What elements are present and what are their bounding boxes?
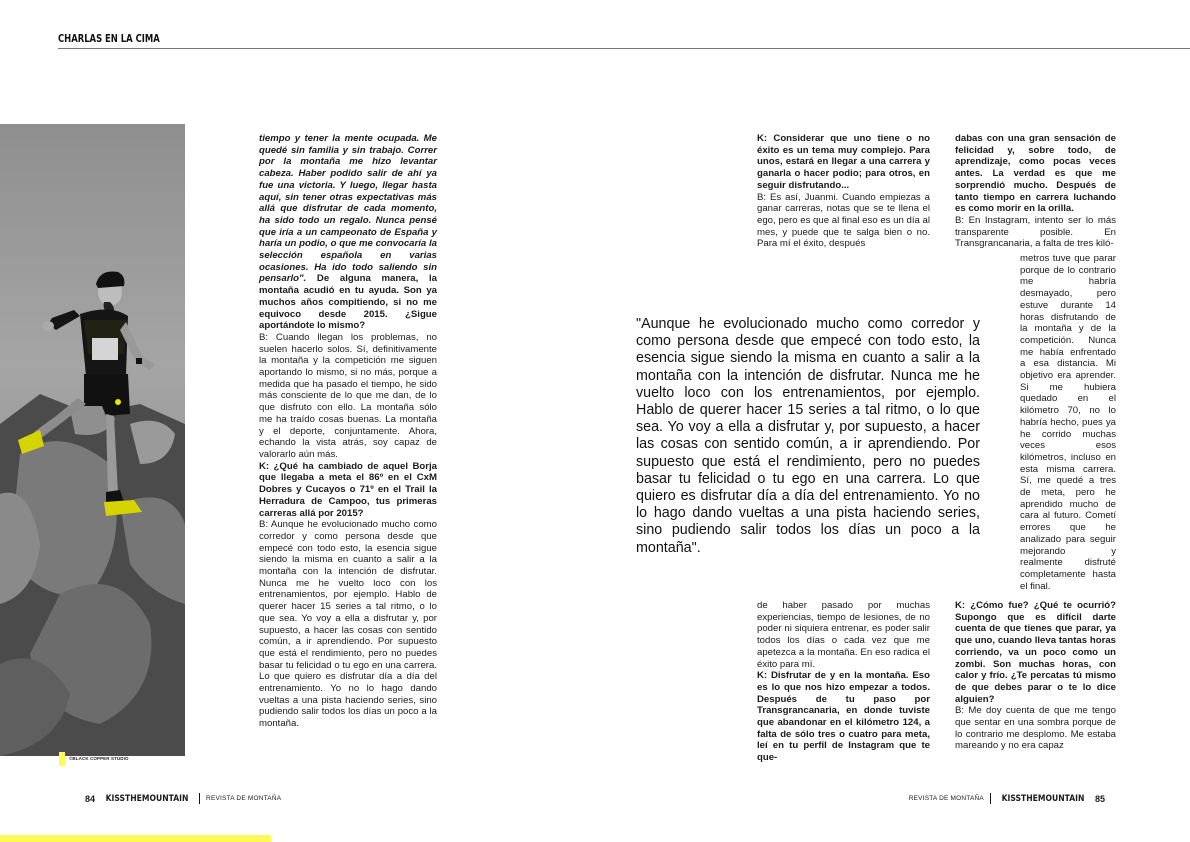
page-number-right: 85 xyxy=(1094,793,1105,804)
answer-4-cont: metros tuve que parar porque de lo contrario me habría desmayado, pero estuve durante 14 horas disfrutando de la montaña y de la competición. Nunca me había enfrentado a esa distancia. Mi objetivo era aprender. Si me hubiera quedado en el kilómetro 70, no lo habría hecho, pues ya he corrido muchas veces esos kilómetros, incluso en esta misma carrera. Sí, me quedé a tres de meta, pero he aprendido mucho de cara al futuro. Cometí errores que he analizado para seguir mejorando y realmente disfruté completamente hasta el final. xyxy=(1020,253,1116,592)
answer-3-cont: de haber pasado por muchas experiencias, tiempo de lesiones, de no poder ni siquiera entrenar, es poder salir todos los días o cada vez que me apetezca a la montaña. En eso radica el éxito para mí. xyxy=(757,600,930,670)
section-title: CHARLAS EN LA CIMA xyxy=(58,32,160,45)
footer-divider xyxy=(199,793,200,804)
question-3: K: Considerar que uno tiene o no éxito es un tema muy complejo. Para unos, estará en llegar a una carrera y ganarla o hacer podio; para otros, en seguir disfrutando... xyxy=(757,133,930,191)
column-3 xyxy=(955,133,1116,250)
footer-divider xyxy=(990,793,991,804)
magazine-name: REVISTA DE MONTAÑA xyxy=(206,795,282,802)
column-2 xyxy=(757,133,930,250)
magazine-name: REVISTA DE MONTAÑA xyxy=(908,795,984,802)
question-2: K: ¿Qué ha cambiado de aquel Borja que llegaba a meta el 86º en el CxM Dobres y Cucayos o 71º en el Trail la Herradura de Campoo, tus primeras carreras allá por 2015? xyxy=(259,460,437,519)
page-number-left: 84 xyxy=(85,793,96,804)
column-5 xyxy=(955,600,1116,752)
credit-accent xyxy=(59,752,65,766)
brand-name: KISSTHEMOUNTAIN xyxy=(1001,793,1085,804)
answer-2: B: Aunque he evolucionado mucho como corredor y como persona desde que empecé con todo esto, la esencia sigue siendo la misma en cuanto a salir a la montaña con la intención de disfrutar. Nunca me he vuelto loco con los entrenamientos, por ejemplo. Hablo de querer hacer 15 series a tal ritmo, o lo que sea. Yo voy a ella a disfrutar y, por supuesto, a hacer las cosas con sentido común, a ir aprendiendo. Por supuesto que está el rendimiento, pero no puedes basar tu felicidad o tu ego en una carrera. Lo que quiero es disfrutar día a día del entrenamiento. Yo no lo hago dando vueltas a una pista haciendo series, sino pudiendo salir todos los días un poco a la montaña. xyxy=(259,519,437,730)
question-1: De alguna manera, la montaña acudió en tu ayuda. Son ya muchos años compitiendo, si no me equivoco desde 2015. ¿Sigue aportándote lo mismo? xyxy=(259,273,437,332)
column-1 xyxy=(259,133,437,730)
pull-quote: "Aunque he evolucionado mucho como corredor y como persona desde que empecé con todo esto, la esencia sigue siendo la misma en cuanto a salir a la montaña con la intención de disfrutar. Nunca me he vuelto loco con los entrenamientos, por ejemplo. Hablo de querer hacer 15 series a tal ritmo, o lo que sea. Yo voy a ella a disfrutar y, por supuesto, a hacer las cosas con sentido común, a ir aprendiendo. Por supuesto que está el rendimiento, pero no puedes basar tu felicidad o tu ego en una carrera. Lo que quiero es disfrutar día a día del entrenamiento. Yo no lo hago dando vueltas a una pista haciendo series, sino pudiendo salir todos los días un poco a la montaña". xyxy=(636,316,980,556)
question-4: K: Disfrutar de y en la montaña. Eso es lo que nos hizo empezar a todos. Después de tu paso por Transgrancanaria, en donde tuviste que abandonar en el kilómetro 124, a falta de sólo tres o cuatro para meta, leí en tu perfil de Instagram que te que- xyxy=(757,670,930,764)
runner-photo xyxy=(0,124,185,756)
runner-illustration xyxy=(0,124,185,756)
brand-name: KISSTHEMOUNTAIN xyxy=(105,793,189,804)
photo-credit: ©BLACK COPPER STUDIO xyxy=(69,756,129,761)
column-4 xyxy=(757,600,930,764)
answer-3: B: Es así, Juanmi. Cuando empiezas a ganar carreras, notas que se te llena el ego, pero es que al final eso es un día al mes, y puede que te salga bien o no. Para mí el éxito, después xyxy=(757,191,930,250)
question-4-cont: dabas con una gran sensación de felicidad y, sobre todo, de aprendizaje, como pocas veces antes. La verdad es que me sorprendió mucho. Después de tanto tiempo en carrera luchando es como morir en la orilla. xyxy=(955,133,1116,215)
footer-left xyxy=(85,793,281,804)
header-rule xyxy=(58,48,1190,49)
intro-quote: tiempo y tener la mente ocupada. Me quedé sin familia y sin trabajo. Correr por la montaña me hizo levantar cabeza. Haber podido salir de ahí ya fue una victoria. Y luego, llegar hasta aquí, sin tener otras expectativas más allá que disfrutar de cada momento, ha sido todo un regalo. Nunca pensé que iría a un campeonato de España y haría un podio, o que me convocaría la selección española en varias ocasiones. Ha ido todo saliendo sin pensarlo". xyxy=(259,133,437,285)
question-5: K: ¿Cómo fue? ¿Qué te ocurrió? Supongo que es difícil darte cuenta de que tienes que parar, ya que uno, cuando lleva tantas horas corriendo, va un poco como un zombi. Son muchas horas, con calor y frío. ¿Te percatas tú mismo de que debes parar o te lo dice alguien? xyxy=(955,600,1116,705)
answer-4-start: B: En Instagram, intento ser lo más transparente posible. En Transgrancanaria, a falta de tres kiló- xyxy=(955,214,1116,250)
column-3-narrow xyxy=(1020,253,1116,592)
footer-right xyxy=(909,793,1105,804)
answer-1: B: Cuando llegan los problemas, no suelen hacerlo solos. Sí, definitivamente la montaña y la competición me siguen aportando lo mismo, si no más, porque a medida que ha pasado el tiempo, he sido más consciente de lo que me dan, de lo que disfruto con ello. La montaña sólo me ha traído cosas buenas. La montaña y el deporte, conjuntamente. Ahora, echando la vista atrás, soy capaz de valorarlo aún más. xyxy=(259,331,437,460)
answer-5: B: Me doy cuenta de que me tengo que sentar en una sombra porque de lo contrario me desplomo. Me estaba mareando y no era capaz xyxy=(955,705,1116,752)
accent-bar xyxy=(0,835,271,842)
